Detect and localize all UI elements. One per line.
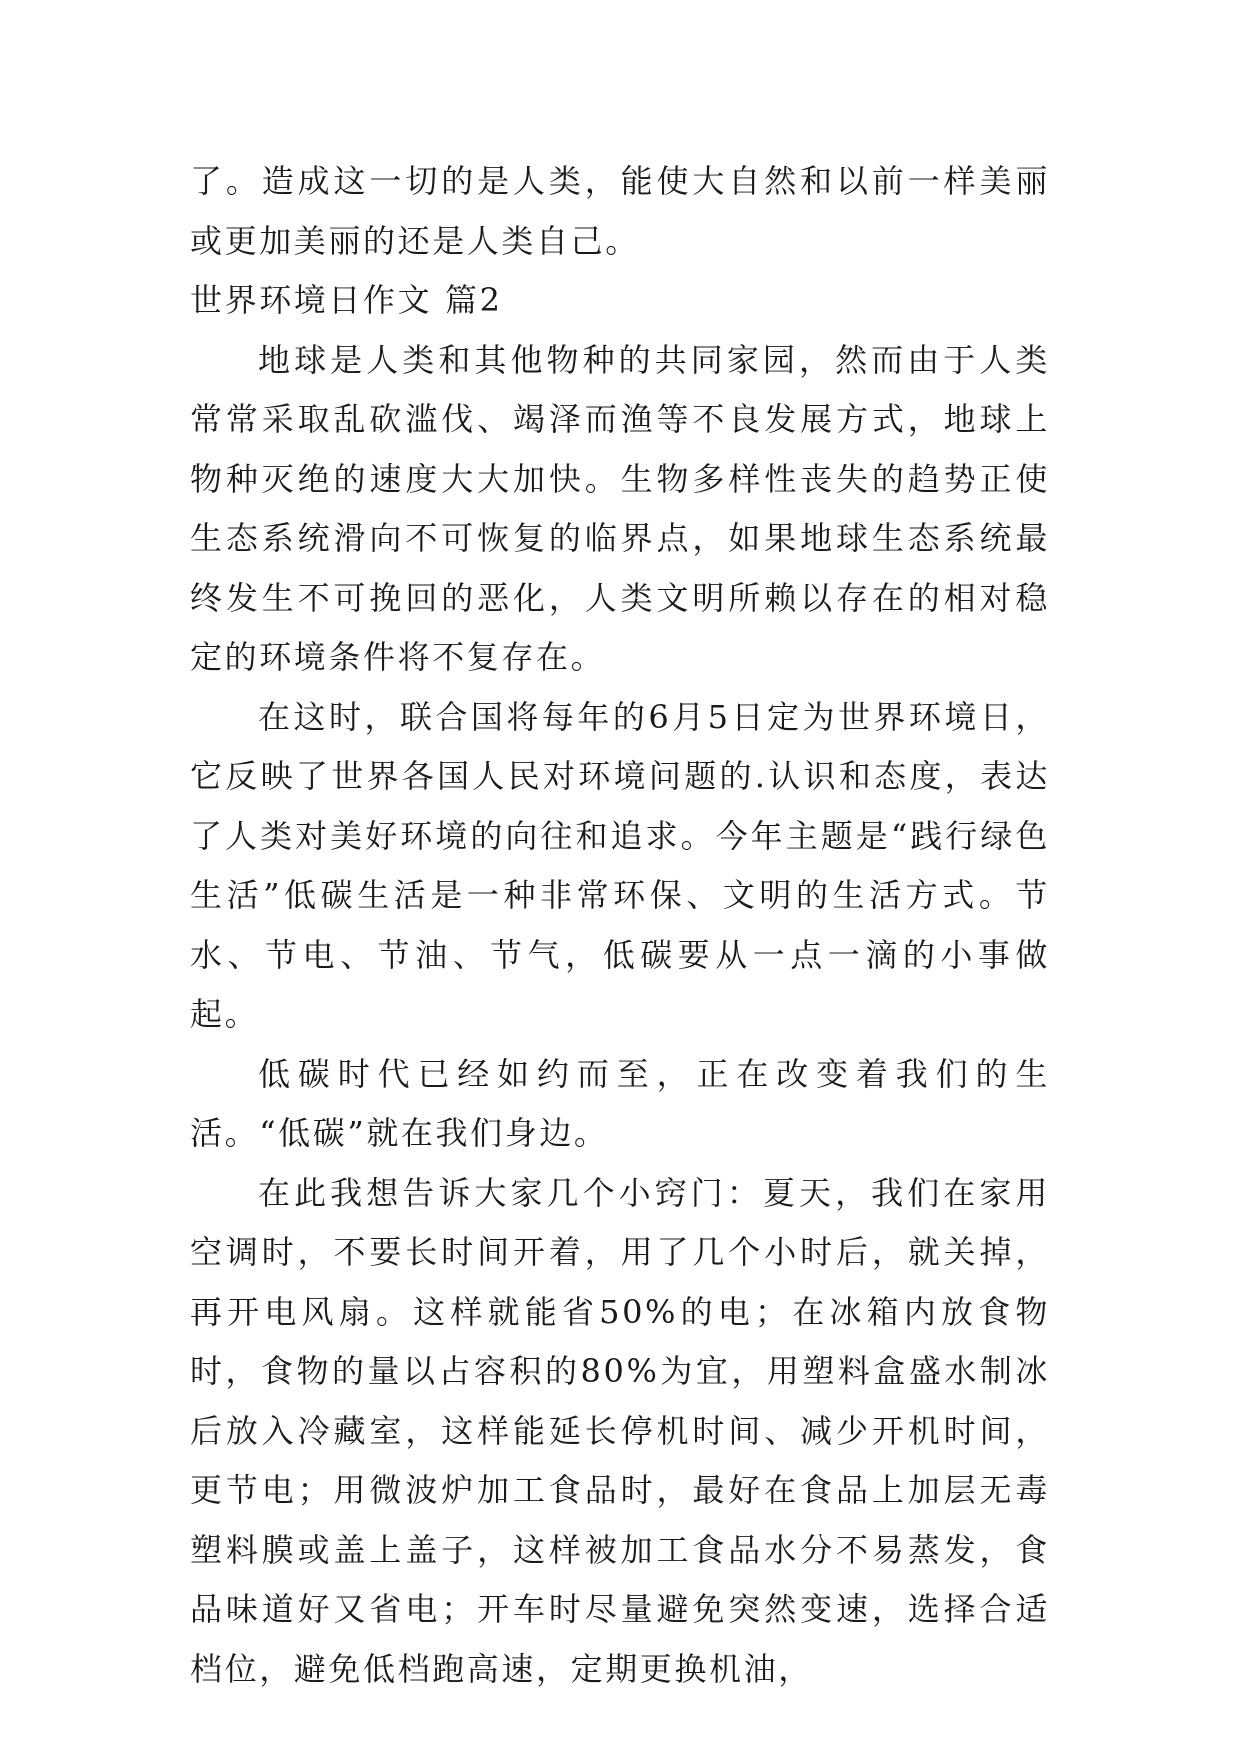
paragraph-low-carbon: 低碳时代已经如约而至，正在改变着我们的生活。“低碳”就在我们身边。 [190,1054,1050,1152]
paragraph-earth: 地球是人类和其他物种的共同家园，然而由于人类常常采取乱砍滥伐、竭泽而渔等不良发展方式，地球上物种灭绝的速度大大加快。生物多样性丧失的趋势正使生态系统滑向不可恢复的临界点，如果地球生态系统最终发生不可挽回的恶化，人类文明所赖以存在的相对稳定的环境条件将不复存在。 [190,340,1050,676]
section-heading: 世界环境日作文 篇2 [190,281,503,319]
paragraph-environment-day: 在这时，联合国将每年的6月5日定为世界环境日，它反映了世界各国人民对环境问题的.认识和态度，表达了人类对美好环境的向往和追求。今年主题是“践行绿色生活”低碳生活是一种非常环保、文明的生活方式。节水、节电、节油、节气，低碳要从一点一滴的小事做起。 [190,697,1050,1033]
document-body [190,152,1050,1699]
paragraph-continuation: 了。造成这一切的是人类，能使大自然和以前一样美丽或更加美丽的还是人类自己。 [190,162,1050,260]
paragraph-tips: 在此我想告诉大家几个小窍门：夏天，我们在家用空调时，不要长时间开着，用了几个小时后，就关掉，再开电风扇。这样就能省50%的电；在冰箱内放食物时，食物的量以占容积的80%为宜，用塑料盒盛水制冰后放入冷藏室，这样能延长停机时间、减少开机时间，更节电；用微波炉加工食品时，最好在食品上加层无毒塑料膜或盖上盖子，这样被加工食品水分不易蒸发，食品味道好又省电；开车时尽量避免突然变速，选择合适档位，避免低档跑高速，定期更换机油， [190,1173,1050,1688]
